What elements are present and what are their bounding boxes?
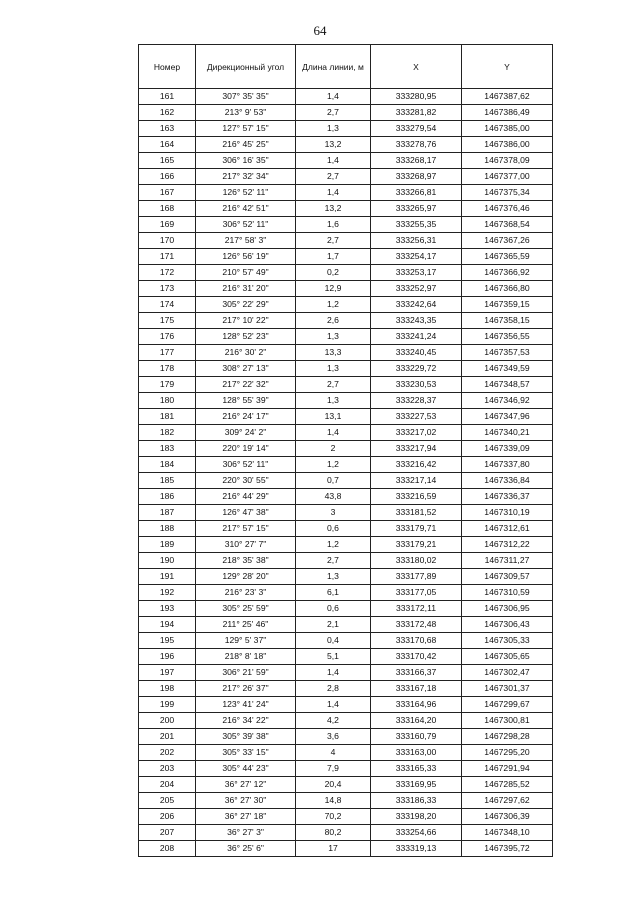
- cell-line-length: 1,2: [296, 457, 371, 473]
- cell-x: 333217,94: [371, 441, 462, 457]
- cell-y: 1467376,46: [462, 201, 553, 217]
- cell-direction-angle: 309° 24' 2": [196, 425, 296, 441]
- cell-y: 1467378,09: [462, 153, 553, 169]
- cell-number: 198: [139, 681, 196, 697]
- cell-line-length: 1,7: [296, 249, 371, 265]
- cell-number: 182: [139, 425, 196, 441]
- cell-line-length: 1,3: [296, 121, 371, 137]
- cell-x: 333254,66: [371, 825, 462, 841]
- table-row: [139, 809, 553, 825]
- cell-direction-angle: 216° 45' 25": [196, 137, 296, 153]
- cell-number: 172: [139, 265, 196, 281]
- cell-number: 168: [139, 201, 196, 217]
- cell-number: 202: [139, 745, 196, 761]
- cell-y: 1467359,15: [462, 297, 553, 313]
- cell-direction-angle: 36° 27' 18": [196, 809, 296, 825]
- cell-direction-angle: 216° 42' 51": [196, 201, 296, 217]
- cell-direction-angle: 217° 26' 37": [196, 681, 296, 697]
- cell-x: 333198,20: [371, 809, 462, 825]
- cell-x: 333165,33: [371, 761, 462, 777]
- cell-direction-angle: 306° 21' 59": [196, 665, 296, 681]
- cell-y: 1467368,54: [462, 217, 553, 233]
- table-row: [139, 105, 553, 121]
- cell-line-length: 2,8: [296, 681, 371, 697]
- cell-y: 1467299,67: [462, 697, 553, 713]
- cell-line-length: 2,7: [296, 377, 371, 393]
- cell-x: 333268,97: [371, 169, 462, 185]
- cell-y: 1467349,59: [462, 361, 553, 377]
- cell-direction-angle: 216° 31' 20": [196, 281, 296, 297]
- cell-y: 1467395,72: [462, 841, 553, 857]
- cell-direction-angle: 307° 35' 35": [196, 89, 296, 105]
- cell-x: 333266,81: [371, 185, 462, 201]
- cell-x: 333169,95: [371, 777, 462, 793]
- cell-line-length: 1,2: [296, 297, 371, 313]
- header-y: Y: [462, 45, 553, 89]
- cell-line-length: 2,7: [296, 553, 371, 569]
- table-row: [139, 697, 553, 713]
- cell-line-length: 1,4: [296, 89, 371, 105]
- cell-direction-angle: 210° 57' 49": [196, 265, 296, 281]
- cell-direction-angle: 217° 10' 22": [196, 313, 296, 329]
- cell-line-length: 7,9: [296, 761, 371, 777]
- cell-x: 333170,42: [371, 649, 462, 665]
- cell-x: 333243,35: [371, 313, 462, 329]
- cell-direction-angle: 128° 52' 23": [196, 329, 296, 345]
- cell-direction-angle: 129° 5' 37": [196, 633, 296, 649]
- cell-line-length: 13,2: [296, 201, 371, 217]
- table-row: [139, 153, 553, 169]
- cell-x: 333179,71: [371, 521, 462, 537]
- table-row: [139, 329, 553, 345]
- cell-line-length: 1,4: [296, 153, 371, 169]
- cell-line-length: 1,4: [296, 697, 371, 713]
- cell-line-length: 12,9: [296, 281, 371, 297]
- cell-y: 1467310,59: [462, 585, 553, 601]
- cell-y: 1467386,00: [462, 137, 553, 153]
- cell-y: 1467336,84: [462, 473, 553, 489]
- table-row: [139, 425, 553, 441]
- table-row: [139, 393, 553, 409]
- cell-x: 333166,37: [371, 665, 462, 681]
- cell-y: 1467285,52: [462, 777, 553, 793]
- cell-number: 205: [139, 793, 196, 809]
- cell-y: 1467306,43: [462, 617, 553, 633]
- cell-direction-angle: 36° 27' 30": [196, 793, 296, 809]
- cell-y: 1467347,96: [462, 409, 553, 425]
- table-row: [139, 201, 553, 217]
- cell-number: 185: [139, 473, 196, 489]
- cell-direction-angle: 305° 22' 29": [196, 297, 296, 313]
- cell-line-length: 2: [296, 441, 371, 457]
- cell-x: 333167,18: [371, 681, 462, 697]
- cell-number: 186: [139, 489, 196, 505]
- cell-direction-angle: 218° 35' 38": [196, 553, 296, 569]
- cell-direction-angle: 305° 44' 23": [196, 761, 296, 777]
- cell-line-length: 1,6: [296, 217, 371, 233]
- cell-direction-angle: 127° 57' 15": [196, 121, 296, 137]
- cell-direction-angle: 126° 52' 11": [196, 185, 296, 201]
- cell-number: 191: [139, 569, 196, 585]
- cell-y: 1467366,92: [462, 265, 553, 281]
- cell-number: 174: [139, 297, 196, 313]
- cell-number: 181: [139, 409, 196, 425]
- table-row: [139, 745, 553, 761]
- table-row: [139, 601, 553, 617]
- cell-direction-angle: 211° 25' 46": [196, 617, 296, 633]
- cell-y: 1467301,37: [462, 681, 553, 697]
- cell-y: 1467358,15: [462, 313, 553, 329]
- cell-x: 333217,02: [371, 425, 462, 441]
- cell-direction-angle: 306° 16' 35": [196, 153, 296, 169]
- cell-direction-angle: 217° 58' 3": [196, 233, 296, 249]
- cell-x: 333216,59: [371, 489, 462, 505]
- cell-direction-angle: 216° 30' 2": [196, 345, 296, 361]
- table-row: [139, 89, 553, 105]
- cell-x: 333172,48: [371, 617, 462, 633]
- cell-direction-angle: 216° 34' 22": [196, 713, 296, 729]
- cell-x: 333268,17: [371, 153, 462, 169]
- cell-number: 201: [139, 729, 196, 745]
- cell-y: 1467346,92: [462, 393, 553, 409]
- table-row: [139, 281, 553, 297]
- cell-number: 204: [139, 777, 196, 793]
- cell-x: 333241,24: [371, 329, 462, 345]
- cell-x: 333230,53: [371, 377, 462, 393]
- cell-number: 190: [139, 553, 196, 569]
- cell-line-length: 13,3: [296, 345, 371, 361]
- cell-y: 1467305,33: [462, 633, 553, 649]
- cell-line-length: 2,7: [296, 105, 371, 121]
- table-row: [139, 793, 553, 809]
- cell-direction-angle: 126° 56' 19": [196, 249, 296, 265]
- table-row: [139, 361, 553, 377]
- cell-y: 1467309,57: [462, 569, 553, 585]
- cell-x: 333319,13: [371, 841, 462, 857]
- cell-x: 333228,37: [371, 393, 462, 409]
- cell-y: 1467377,00: [462, 169, 553, 185]
- cell-number: 208: [139, 841, 196, 857]
- cell-direction-angle: 217° 32' 34": [196, 169, 296, 185]
- table-row: [139, 217, 553, 233]
- cell-line-length: 1,4: [296, 665, 371, 681]
- header-line-length: Длина линии, м: [296, 45, 371, 89]
- cell-x: 333252,97: [371, 281, 462, 297]
- cell-line-length: 0,2: [296, 265, 371, 281]
- table-row: [139, 761, 553, 777]
- cell-direction-angle: 305° 39' 38": [196, 729, 296, 745]
- cell-y: 1467348,10: [462, 825, 553, 841]
- table-row: [139, 521, 553, 537]
- cell-x: 333163,00: [371, 745, 462, 761]
- cell-line-length: 14,8: [296, 793, 371, 809]
- cell-x: 333229,72: [371, 361, 462, 377]
- cell-y: 1467337,80: [462, 457, 553, 473]
- cell-number: 175: [139, 313, 196, 329]
- cell-direction-angle: 36° 25' 6": [196, 841, 296, 857]
- cell-x: 333164,20: [371, 713, 462, 729]
- header-direction-angle: Дирекционный угол: [196, 45, 296, 89]
- cell-x: 333280,95: [371, 89, 462, 105]
- cell-number: 192: [139, 585, 196, 601]
- cell-x: 333181,52: [371, 505, 462, 521]
- cell-number: 177: [139, 345, 196, 361]
- table-row: [139, 473, 553, 489]
- cell-y: 1467387,62: [462, 89, 553, 105]
- cell-line-length: 0,4: [296, 633, 371, 649]
- cell-number: 196: [139, 649, 196, 665]
- cell-x: 333180,02: [371, 553, 462, 569]
- cell-line-length: 2,1: [296, 617, 371, 633]
- cell-number: 161: [139, 89, 196, 105]
- cell-x: 333281,82: [371, 105, 462, 121]
- cell-number: 194: [139, 617, 196, 633]
- cell-line-length: 4: [296, 745, 371, 761]
- cell-y: 1467339,09: [462, 441, 553, 457]
- cell-y: 1467385,00: [462, 121, 553, 137]
- cell-line-length: 43,8: [296, 489, 371, 505]
- cell-number: 166: [139, 169, 196, 185]
- cell-x: 333256,31: [371, 233, 462, 249]
- cell-x: 333164,96: [371, 697, 462, 713]
- cell-y: 1467311,27: [462, 553, 553, 569]
- cell-direction-angle: 305° 33' 15": [196, 745, 296, 761]
- cell-y: 1467365,59: [462, 249, 553, 265]
- cell-direction-angle: 128° 55' 39": [196, 393, 296, 409]
- cell-line-length: 0,6: [296, 601, 371, 617]
- cell-x: 333255,35: [371, 217, 462, 233]
- coordinates-table: [138, 44, 553, 857]
- cell-x: 333160,79: [371, 729, 462, 745]
- cell-x: 333227,53: [371, 409, 462, 425]
- cell-direction-angle: 220° 19' 14": [196, 441, 296, 457]
- table-row: [139, 537, 553, 553]
- cell-direction-angle: 218° 8' 18": [196, 649, 296, 665]
- cell-line-length: 1,2: [296, 537, 371, 553]
- cell-number: 187: [139, 505, 196, 521]
- cell-y: 1467302,47: [462, 665, 553, 681]
- cell-number: 200: [139, 713, 196, 729]
- cell-x: 333253,17: [371, 265, 462, 281]
- table-row: [139, 825, 553, 841]
- cell-direction-angle: 213° 9' 53": [196, 105, 296, 121]
- cell-line-length: 80,2: [296, 825, 371, 841]
- cell-number: 195: [139, 633, 196, 649]
- cell-x: 333177,05: [371, 585, 462, 601]
- table-row: [139, 185, 553, 201]
- cell-line-length: 20,4: [296, 777, 371, 793]
- cell-x: 333216,42: [371, 457, 462, 473]
- cell-number: 184: [139, 457, 196, 473]
- cell-number: 169: [139, 217, 196, 233]
- cell-y: 1467306,39: [462, 809, 553, 825]
- table-row: [139, 713, 553, 729]
- table-row: [139, 441, 553, 457]
- cell-y: 1467357,53: [462, 345, 553, 361]
- table-header-row: [139, 45, 553, 89]
- cell-line-length: 1,4: [296, 185, 371, 201]
- cell-line-length: 2,7: [296, 169, 371, 185]
- cell-y: 1467367,26: [462, 233, 553, 249]
- cell-line-length: 1,4: [296, 425, 371, 441]
- cell-number: 162: [139, 105, 196, 121]
- cell-number: 165: [139, 153, 196, 169]
- cell-x: 333170,68: [371, 633, 462, 649]
- cell-line-length: 3: [296, 505, 371, 521]
- cell-number: 206: [139, 809, 196, 825]
- header-number: Номер: [139, 45, 196, 89]
- table-row: [139, 169, 553, 185]
- table-row: [139, 569, 553, 585]
- cell-x: 333278,76: [371, 137, 462, 153]
- cell-number: 183: [139, 441, 196, 457]
- cell-line-length: 4,2: [296, 713, 371, 729]
- cell-direction-angle: 123° 41' 24": [196, 697, 296, 713]
- cell-direction-angle: 36° 27' 3": [196, 825, 296, 841]
- table-row: [139, 505, 553, 521]
- cell-number: 178: [139, 361, 196, 377]
- cell-line-length: 0,7: [296, 473, 371, 489]
- cell-number: 180: [139, 393, 196, 409]
- cell-y: 1467375,34: [462, 185, 553, 201]
- cell-y: 1467297,62: [462, 793, 553, 809]
- cell-direction-angle: 306° 52' 11": [196, 457, 296, 473]
- cell-number: 207: [139, 825, 196, 841]
- cell-direction-angle: 217° 57' 15": [196, 521, 296, 537]
- cell-direction-angle: 126° 47' 38": [196, 505, 296, 521]
- table-row: [139, 233, 553, 249]
- cell-x: 333242,64: [371, 297, 462, 313]
- cell-number: 167: [139, 185, 196, 201]
- cell-number: 197: [139, 665, 196, 681]
- table-row: [139, 249, 553, 265]
- cell-number: 188: [139, 521, 196, 537]
- cell-y: 1467366,80: [462, 281, 553, 297]
- table-row: [139, 649, 553, 665]
- cell-x: 333186,33: [371, 793, 462, 809]
- cell-y: 1467298,28: [462, 729, 553, 745]
- cell-number: 170: [139, 233, 196, 249]
- cell-line-length: 3,6: [296, 729, 371, 745]
- cell-direction-angle: 216° 23' 3": [196, 585, 296, 601]
- cell-number: 199: [139, 697, 196, 713]
- cell-line-length: 17: [296, 841, 371, 857]
- cell-direction-angle: 129° 28' 20": [196, 569, 296, 585]
- cell-x: 333177,89: [371, 569, 462, 585]
- cell-y: 1467312,61: [462, 521, 553, 537]
- cell-direction-angle: 310° 27' 7": [196, 537, 296, 553]
- cell-y: 1467305,65: [462, 649, 553, 665]
- cell-x: 333279,54: [371, 121, 462, 137]
- cell-number: 164: [139, 137, 196, 153]
- table-body: [139, 89, 553, 857]
- table-row: [139, 265, 553, 281]
- cell-number: 193: [139, 601, 196, 617]
- cell-y: 1467356,55: [462, 329, 553, 345]
- cell-line-length: 1,3: [296, 361, 371, 377]
- cell-direction-angle: 216° 24' 17": [196, 409, 296, 425]
- cell-y: 1467340,21: [462, 425, 553, 441]
- cell-line-length: 5,1: [296, 649, 371, 665]
- page-number: 64: [313, 23, 327, 38]
- cell-line-length: 1,3: [296, 329, 371, 345]
- cell-number: 173: [139, 281, 196, 297]
- cell-direction-angle: 217° 22' 32": [196, 377, 296, 393]
- table-row: [139, 681, 553, 697]
- cell-direction-angle: 306° 52' 11": [196, 217, 296, 233]
- cell-line-length: 13,1: [296, 409, 371, 425]
- table-row: [139, 841, 553, 857]
- table-row: [139, 553, 553, 569]
- cell-x: 333172,11: [371, 601, 462, 617]
- cell-y: 1467295,20: [462, 745, 553, 761]
- cell-direction-angle: 220° 30' 55": [196, 473, 296, 489]
- cell-y: 1467348,57: [462, 377, 553, 393]
- cell-line-length: 0,6: [296, 521, 371, 537]
- table-row: [139, 121, 553, 137]
- cell-y: 1467300,81: [462, 713, 553, 729]
- table-row: [139, 377, 553, 393]
- cell-number: 176: [139, 329, 196, 345]
- cell-y: 1467312,22: [462, 537, 553, 553]
- cell-direction-angle: 36° 27' 12": [196, 777, 296, 793]
- table-row: [139, 665, 553, 681]
- cell-x: 333217,14: [371, 473, 462, 489]
- table-row: [139, 457, 553, 473]
- cell-direction-angle: 216° 44' 29": [196, 489, 296, 505]
- cell-number: 171: [139, 249, 196, 265]
- cell-number: 163: [139, 121, 196, 137]
- cell-line-length: 1,3: [296, 393, 371, 409]
- header-x: X: [371, 45, 462, 89]
- cell-line-length: 70,2: [296, 809, 371, 825]
- table-row: [139, 297, 553, 313]
- cell-number: 203: [139, 761, 196, 777]
- cell-y: 1467306,95: [462, 601, 553, 617]
- cell-x: 333240,45: [371, 345, 462, 361]
- table-row: [139, 409, 553, 425]
- cell-x: 333254,17: [371, 249, 462, 265]
- table-row: [139, 137, 553, 153]
- table-row: [139, 345, 553, 361]
- cell-direction-angle: 305° 25' 59": [196, 601, 296, 617]
- cell-line-length: 1,3: [296, 569, 371, 585]
- cell-x: 333179,21: [371, 537, 462, 553]
- table-row: [139, 729, 553, 745]
- table-row: [139, 313, 553, 329]
- cell-y: 1467310,19: [462, 505, 553, 521]
- cell-number: 179: [139, 377, 196, 393]
- cell-x: 333265,97: [371, 201, 462, 217]
- cell-line-length: 6,1: [296, 585, 371, 601]
- cell-line-length: 2,6: [296, 313, 371, 329]
- cell-line-length: 13,2: [296, 137, 371, 153]
- table-row: [139, 633, 553, 649]
- table-row: [139, 777, 553, 793]
- cell-y: 1467336,37: [462, 489, 553, 505]
- cell-direction-angle: 308° 27' 13": [196, 361, 296, 377]
- cell-y: 1467291,94: [462, 761, 553, 777]
- table-row: [139, 585, 553, 601]
- table-row: [139, 617, 553, 633]
- cell-number: 189: [139, 537, 196, 553]
- cell-y: 1467386,49: [462, 105, 553, 121]
- cell-line-length: 2,7: [296, 233, 371, 249]
- table-row: [139, 489, 553, 505]
